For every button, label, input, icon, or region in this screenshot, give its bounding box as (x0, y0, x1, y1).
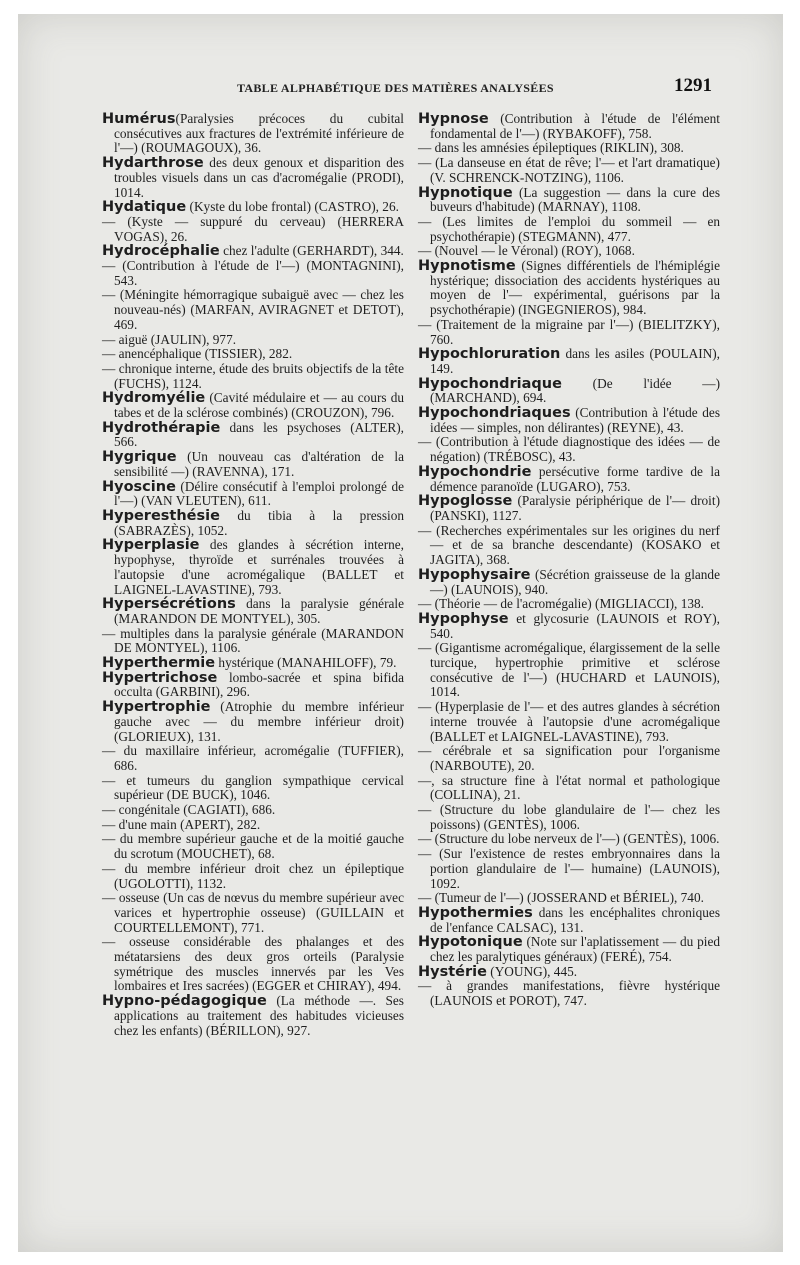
entry-text: chez l'adulte (GERHARDT), 344. (219, 243, 404, 259)
index-entry (102, 347, 404, 362)
entry-text: persécutive forme tardive de la démence paranoïde (LUGARO), 753. (430, 463, 720, 494)
index-entry (418, 494, 720, 523)
entry-headword: Hypochondriaques (418, 405, 571, 422)
entry-text: — congénitale (CAGIATI), 686. (102, 802, 276, 818)
entry-text: — aiguë (JAULIN), 977. (102, 331, 237, 347)
entry-text: (Délire consécutif à l'emploi prolongé de l'—) (VAN VLEUTEN), 611. (114, 478, 404, 509)
index-entry (102, 774, 404, 803)
index-entry (418, 641, 720, 700)
page-number: 1291 (674, 75, 712, 96)
index-entry (418, 597, 720, 612)
entry-headword: Hypophysaire (418, 566, 531, 583)
index-entry (102, 200, 404, 215)
entry-text: — (Gigantisme acromégalique, élargissement de la selle turcique, hypertrophie primitive et sclérose consécutive de l'—) (HUCHARD et LAUNOIS), 1014. (418, 640, 720, 700)
entry-text: (Note sur l'aplatissement — du pied chez les paralytiques généraux) (FERÉ), 754. (430, 934, 720, 965)
index-entry (102, 627, 404, 656)
entry-text: —, sa structure fine à l'état normal et pathologique (COLLINA), 21. (418, 772, 720, 803)
entry-text: et glycosurie (LAUNOIS et ROY), 540. (430, 610, 720, 641)
entry-headword: Hyperplasie (102, 537, 200, 554)
entry-headword: Hydarthrose (102, 155, 204, 172)
entry-text: (Atrophie du membre inférieur gauche avec — du membre inférieur droit) (GLORIEUX), 131. (114, 699, 404, 744)
entry-text: (Un nouveau cas d'altération de la sensibilité —) (RAVENNA), 171. (114, 449, 404, 479)
running-header (237, 75, 727, 97)
index-entry (102, 421, 404, 450)
index-entry (102, 259, 404, 288)
entry-text: des glandes à sécrétion interne, hypophyse, thyroïde et surrénales trouvées à l'autopsie d'une acromégalique (BALLET et LAIGNEL-LAVASTINE), 793. (114, 537, 404, 597)
index-entry (418, 259, 720, 318)
index-entry (102, 244, 404, 259)
index-entry (418, 906, 720, 935)
entry-headword: Hypothermies (418, 904, 533, 921)
index-entry (418, 186, 720, 215)
entry-headword: Hypnose (418, 111, 489, 127)
index-entry (418, 979, 720, 1008)
index-entry (418, 377, 720, 406)
entry-text: — dans les amnésies épileptiques (RIKLIN), 308. (418, 140, 684, 156)
entry-text: dans les encéphalites chroniques de l'enfance CALSAC), 131. (430, 904, 720, 935)
entry-text: (Contribution à l'étude de l'élément fondamental de l'—) (RYBAKOFF), 758. (430, 111, 720, 141)
entry-headword: Hypersécrétions (102, 596, 236, 613)
index-entry (102, 450, 404, 479)
index-entry (418, 847, 720, 891)
index-entry (102, 156, 404, 200)
index-entry (418, 347, 720, 376)
index-entry (102, 362, 404, 391)
entry-headword: Hypertrophie (102, 699, 211, 716)
entry-text: (La suggestion — dans la cure des buveurs d'habitude) (MARNAY), 1108. (430, 184, 720, 215)
entry-headword: Hyperesthésie (102, 507, 220, 524)
index-entry (102, 862, 404, 891)
entry-headword: Hypotonique (418, 934, 523, 951)
index-entry (418, 112, 720, 141)
entry-text: (Contribution à l'étude des idées — simples, non délirantes) (REYNE), 43. (430, 405, 720, 435)
running-title: TABLE ALPHABÉTIQUE DES MATIÈRES ANALYSÉES (237, 81, 554, 95)
entry-headword: Hystérie (418, 963, 487, 980)
index-entry (418, 803, 720, 832)
entry-text: — (La danseuse en état de rêve; l'— et l'art dramatique) (V. SCHRENCK-NOTZING), 1106. (418, 155, 720, 185)
entry-text: — et tumeurs du ganglion sympathique cervical supérieur (DE BUCK), 1046. (102, 772, 404, 803)
entry-headword: Hypochondriaque (418, 375, 562, 392)
index-entry (102, 832, 404, 861)
entry-text: — du membre inférieur droit chez un épileptique (UGOLOTTI), 1132. (102, 860, 404, 891)
entry-headword: Hydromyélie (102, 390, 206, 407)
entry-text: (YOUNG), 445. (486, 963, 578, 979)
index-entry (418, 935, 720, 964)
entry-text: — osseuse (Un cas de nœvus du membre supérieur avec varices et hypertrophie osseuse) (GUILLAIN et COURTELLEMONT), 771. (102, 890, 404, 935)
entry-text: — (Tumeur de l'—) (JOSSERAND et BÉRIEL), 740. (418, 890, 704, 906)
index-entry (418, 465, 720, 494)
entry-text: — (Sur l'existence de restes embryonnaires dans la portion glandulaire de l'— humaine) (LAUNOIS), 1092. (418, 846, 720, 891)
index-entry (102, 333, 404, 348)
entry-headword: Hypophyse (418, 610, 509, 627)
entry-text: — du maxillaire inférieur, acromégalie (TUFFIER), 686. (102, 743, 404, 773)
entry-text: — (Structure du lobe glandulaire de l'— chez les poissons) (GENTÈS), 1006. (418, 802, 720, 832)
index-entry (102, 671, 404, 700)
entry-text: — (Théorie — de l'acromégalie) (MIGLIACCI), 138. (418, 596, 704, 612)
entry-headword: Hypoglosse (418, 493, 513, 510)
index-entry (102, 700, 404, 744)
index-entry (418, 891, 720, 906)
index-entry (418, 965, 720, 980)
index-entry (418, 215, 720, 244)
entry-headword: Hypertrichose (102, 669, 218, 686)
index-entry (418, 244, 720, 259)
entry-headword: Hygrique (102, 449, 177, 466)
index-entry (418, 141, 720, 156)
entry-headword: Humérus (102, 111, 176, 127)
index-entry (102, 744, 404, 773)
index-entry (418, 744, 720, 773)
entry-text: (Kyste du lobe frontal) (CASTRO), 26. (186, 199, 399, 215)
entry-text: — (Hyperplasie de l'— et des autres glandes à sécrétion interne trouvée à l'autopsie d'une acromégalique (BALLET et LAIGNEL-LAVASTINE), 793. (418, 699, 720, 744)
entry-text: — du membre supérieur gauche et de la moitié gauche du scrotum (MOUCHET), 68. (102, 831, 404, 862)
index-column-left (102, 112, 404, 1038)
entry-text: (Sécrétion graisseuse de la glande —) (LAUNOIS), 940. (430, 566, 720, 597)
entry-headword: Hypnotique (418, 184, 513, 201)
entry-text: — d'une main (APERT), 282. (102, 816, 261, 832)
index-entry (418, 568, 720, 597)
index-entry (102, 935, 404, 994)
index-entry (102, 480, 404, 509)
entry-text: du tibia à la pression (SABRAZÈS), 1052. (114, 507, 404, 538)
entry-text: (Signes différentiels de l'hémiplégie hystérique; dissociation des accidents hystériques au moyen de l'— expérimental, guérisons par la psychothérapie) (INGEGNIEROS), 984. (430, 258, 720, 318)
entry-headword: Hydrocéphalie (102, 243, 220, 260)
index-entry (418, 524, 720, 568)
entry-text: — (Structure du lobe nerveux de l'—) (GENTÈS), 1006. (418, 831, 720, 847)
entry-text: hystérique (MANAHILOFF), 79. (215, 655, 397, 671)
index-entry (102, 391, 404, 420)
index-entry (102, 112, 404, 156)
index-entry (418, 318, 720, 347)
index-entry (418, 774, 720, 803)
entry-headword: Hydatique (102, 199, 187, 216)
entry-headword: Hypochondrie (418, 463, 532, 480)
entry-text: — multiples dans la paralysie générale (MARANDON DE MONTYEL), 1106. (102, 625, 404, 656)
entry-text: — (Contribution à l'étude diagnostique des idées — de négation) (TRÉBOSC), 43. (418, 434, 720, 465)
entry-text: (Cavité médulaire et — au cours du tabes et de la sclérose combinés) (CROUZON), 796. (114, 390, 404, 421)
entry-text: — à grandes manifestations, fièvre hystérique (LAUNOIS et POROT), 747. (418, 978, 720, 1009)
index-entry (418, 612, 720, 641)
entry-text: (Paralysies précoces du cubital consécutives aux fractures de l'extrémité inférieure de l'—) (ROUMAGOUX), 36. (114, 111, 404, 156)
index-entry (418, 435, 720, 464)
index-entry (102, 994, 404, 1038)
entry-text: des deux genoux et disparition des troubles visuels dans un cas d'acromégalie (PRODI), 1014. (114, 155, 404, 200)
entry-text: — (Traitement de la migraine par l'—) (BIELITZKY), 760. (418, 316, 720, 347)
entry-text: — (Kyste — suppuré du cerveau) (HERRERA VOGAS), 26. (102, 213, 404, 244)
index-entry (102, 656, 404, 671)
index-entry (418, 156, 720, 185)
index-entry (102, 538, 404, 597)
entry-text: — (Recherches expérimentales sur les origines du nerf — et de sa branche descendante) (KOSAKO et JAGITA), 368. (418, 522, 720, 568)
entry-text: dans les psychoses (ALTER), 566. (114, 419, 404, 450)
entry-text: — (Nouvel — le Véronal) (ROY), 1068. (418, 243, 635, 259)
index-entry (102, 215, 404, 244)
entry-text: — cérébrale et sa signification pour l'organisme (NARBOUTE), 20. (418, 743, 720, 773)
index-entry (418, 700, 720, 744)
entry-headword: Hydrothérapie (102, 419, 221, 436)
index-entry (418, 832, 720, 847)
index-entry (102, 818, 404, 833)
index-column-right (418, 112, 720, 1009)
entry-headword: Hypnotisme (418, 258, 516, 275)
index-entry (418, 406, 720, 435)
entry-headword: Hypno-pédagogique (102, 993, 267, 1010)
index-entry (102, 891, 404, 935)
index-entry (102, 803, 404, 818)
index-entry (102, 288, 404, 332)
entry-headword: Hypochloruration (418, 346, 561, 363)
entry-text: — osseuse considérable des phalanges et des métatarsiens des deux gros orteils (Paralysie symétrique des muscles innervés par les Ves lombaires et Ires sacrées) (EGGER et CHIRAY), 494. (102, 934, 404, 994)
entry-text: dans les asiles (POULAIN), 149. (430, 346, 720, 376)
entry-headword: Hyoscine (102, 478, 176, 495)
entry-text: (La méthode —. Ses applications au traitement des habitudes vicieuses chez les enfants) (BÉRILLON), 927. (114, 993, 404, 1038)
entry-text: (De l'idée —) (MARCHAND), 694. (430, 375, 720, 406)
entry-headword: Hyperthermie (102, 655, 216, 672)
entry-text: (Paralysie périphérique de l'— droit) (PANSKI), 1127. (430, 493, 720, 523)
entry-text: — (Les limites de l'emploi du sommeil — en psychothérapie) (STEGMANN), 477. (418, 213, 720, 244)
index-entry (102, 509, 404, 538)
entry-text: dans la paralysie générale (MARANDON DE MONTYEL), 305. (114, 596, 404, 626)
entry-text: — chronique interne, étude des bruits objectifs de la tête (FUCHS), 1124. (102, 360, 404, 391)
entry-text: — anencéphalique (TISSIER), 282. (102, 346, 293, 362)
entry-text: lombo-sacrée et spina bifida occulta (GARBINI), 296. (114, 669, 404, 700)
entry-text: — (Méningite hémorragique subaiguë avec — chez les nouveau-nés) (MARFAN, AVIRAGNET et DETOT), 469. (102, 287, 404, 332)
index-entry (102, 597, 404, 626)
entry-text: — (Contribution à l'étude de l'—) (MONTAGNINI), 543. (102, 258, 404, 288)
